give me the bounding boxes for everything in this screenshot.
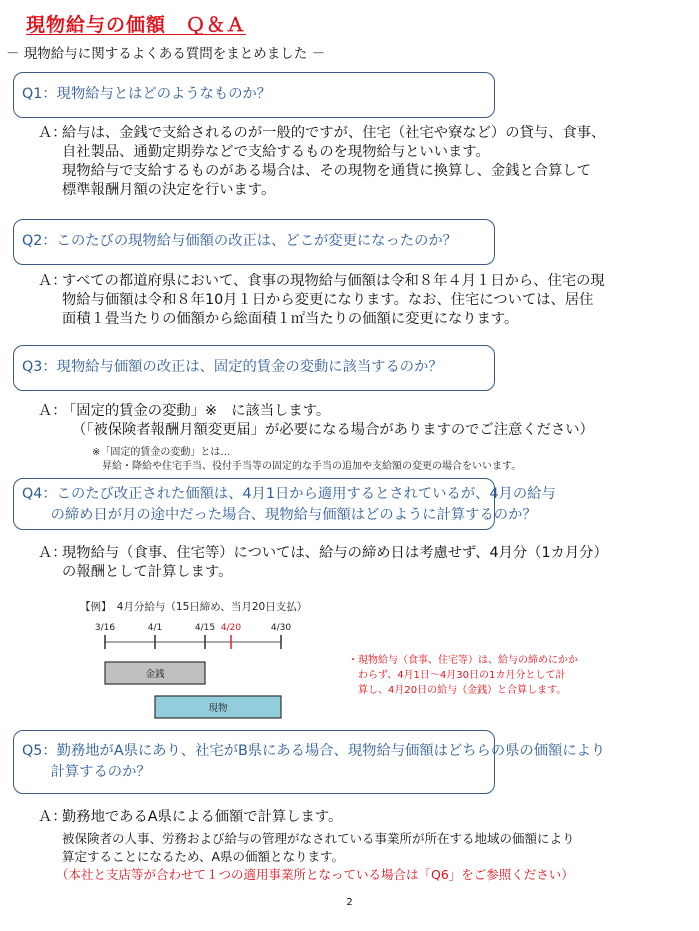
tick-label: 4/1 xyxy=(147,623,163,633)
answer-q2 xyxy=(38,272,605,329)
question-box-q4 xyxy=(13,478,556,530)
answer-line: （「被保険者報酬月額変更届」が必要になる場合がありますのでご注意ください） xyxy=(72,422,594,438)
answer-line: 勤務地であるA県による価額で計算します。 xyxy=(62,809,343,825)
answer-line: 標準報酬月額の決定を行います。 xyxy=(62,182,276,198)
bar-label: 金銭 xyxy=(145,669,165,680)
answer-line: 被保険者の人事、労務および給与の管理がなされている事業所が所在する地域の価額により xyxy=(62,831,575,846)
example-caption: 【例】 4月分給与（15日締め、当月20日支払） xyxy=(80,601,308,613)
page-number: 2 xyxy=(346,897,353,908)
answer-line: 自社製品、通勤定期券などで支給するものを現物給与といいます。 xyxy=(62,144,490,160)
answer-line: すべての都道府県において、食事の現物給与価額は令和８年４月１日から、住宅の現 xyxy=(62,273,605,289)
answer-label: Ａ： xyxy=(38,125,67,141)
tick-label: 4/30 xyxy=(270,623,292,633)
tick-label: 3/16 xyxy=(94,623,116,633)
question-box-q5 xyxy=(13,730,606,794)
answer-line: 物給与価額は令和８年10月１日から変更になります。なお、住宅については、居住 xyxy=(62,292,594,308)
example-note-line: ・現物給与（食事、住宅等）は、給与の締めにかか xyxy=(348,655,578,666)
question-text: Q3：現物給与価額の改正は、固定的賃金の変動に該当するのか？ xyxy=(22,359,443,375)
answer-q3 xyxy=(38,402,594,474)
question-box-q2 xyxy=(13,219,495,265)
example-note-line: 算し、4月20日の給与（金銭）と合算します。 xyxy=(348,685,567,696)
question-line: Q5：勤務地がA県にあり、社宅がB県にある場合、現物給与価額はどちらの県の価額により xyxy=(22,743,606,759)
answer-line: 現物給与で支給するものがある場合は、その現物を通貨に換算し、金銭と合算して xyxy=(62,163,591,179)
answer-label: Ａ： xyxy=(38,809,67,825)
answer-q5 xyxy=(38,808,575,884)
answer-line: 給与は、金銭で支給されるのが一般的ですが、住宅（社宅や寮など）の貸与、食事、 xyxy=(62,125,606,141)
answer-label: Ａ： xyxy=(38,545,67,561)
question-text xyxy=(22,484,556,526)
question-box-q1 xyxy=(13,72,495,118)
tick-label: 4/15 xyxy=(194,623,216,633)
tick-label: 4/20 xyxy=(220,623,242,633)
answer-line: 算定することになるため、A県の価額となります。 xyxy=(62,849,345,864)
example-note xyxy=(348,653,578,698)
question-line: の締め日が月の途中だった場合、現物給与価額はどのように計算するのか？ xyxy=(22,507,537,523)
answer-line: 面積１畳当たりの価額から総面積１㎡当たりの価額に変更になります。 xyxy=(62,311,519,327)
page-subtitle: － 現物給与に関するよくある質問をまとめました － xyxy=(6,46,326,62)
answer-line: 「固定的賃金の変動」※ に該当します。 xyxy=(62,403,331,419)
question-line: 計算するのか？ xyxy=(22,764,151,780)
answer-line: 現物給与（食事、住宅等）については、給与の締め日は考慮せず、4月分（1カ月分） xyxy=(62,545,608,561)
question-text xyxy=(22,741,605,783)
answer-label: Ａ： xyxy=(38,273,67,289)
timeline-bars xyxy=(105,662,281,718)
bar-label: 現物 xyxy=(208,703,228,714)
answer-label: Ａ： xyxy=(38,403,67,419)
timeline-diagram xyxy=(90,612,320,727)
answer-line: の報酬として計算します。 xyxy=(62,564,233,580)
timeline-ticks xyxy=(95,623,291,649)
question-box-q3 xyxy=(13,345,495,391)
answer-q1 xyxy=(38,124,605,200)
footnote-line: ※「固定的賃金の変動」とは… xyxy=(92,447,231,458)
question-text: Q2：このたびの現物給与価額の改正は、どこが変更になったのか？ xyxy=(22,233,457,249)
answer-q4 xyxy=(38,544,608,582)
question-line: Q4：このたび改正された価額は、4月1日から適用するとされているが、4月の給与 xyxy=(22,486,556,502)
question-text: Q1：現物給与とはどのようなものか？ xyxy=(22,86,272,102)
reference-note: （本社と支店等が合わせて１つの適用事業所となっている場合は「Q6」をご参照ください） xyxy=(56,867,574,882)
page-title: 現物給与の価額 Ｑ＆Ａ xyxy=(26,14,247,36)
footnote-line: 昇給・降給や住宅手当、役付手当等の固定的な手当の追加や支給額の変更の場合をいいます。 xyxy=(92,461,522,472)
example-note-line: わらず、4月1日～4月30日の1カ月分として計 xyxy=(348,670,566,681)
